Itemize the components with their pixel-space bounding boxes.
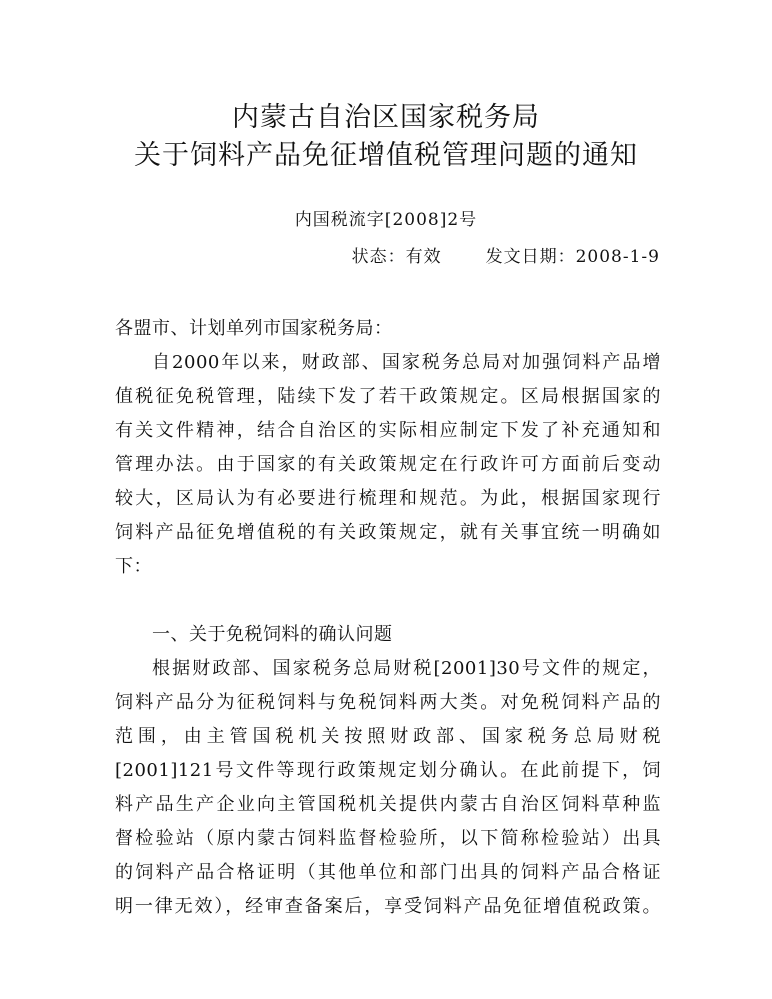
paragraph-line: 较大，区局认为有必要进行梳理和规范。为此，根据国家现行: [115, 488, 661, 509]
paragraph-line: 根据财政部、国家税务总局财税[2001]30号文件的规定，: [152, 658, 661, 679]
salutation: [115, 312, 661, 346]
paragraph-line: 饲料产品分为征税饲料与免税饲料两大类。对免税饲料产品的: [115, 692, 661, 713]
document-title-line-1: 内蒙古自治区国家税务局: [232, 102, 540, 133]
paragraph-line: 值税征免税管理，陆续下发了若干政策规定。区局根据国家的: [115, 386, 661, 407]
paragraph-line: 有关文件精神，结合自治区的实际相应制定下发了补充通知和: [115, 420, 661, 441]
paragraph-line: 管理办法。由于国家的有关政策规定在行政许可方面前后变动: [115, 454, 661, 475]
paragraph-line: 下：: [115, 556, 152, 577]
section-heading-text: 一、关于免税饲料的确认问题: [152, 624, 393, 645]
issue-date-label: 发文日期：2008-1-9: [485, 247, 660, 267]
paragraph-line: 自2000年以来，财政部、国家税务总局对加强饲料产品增: [152, 352, 661, 373]
paragraph-1: [115, 346, 661, 584]
paragraph-line: 明一律无效），经审查备案后，享受饲料产品免征增值税政策。: [115, 896, 661, 917]
paragraph-2: [115, 652, 661, 924]
paragraph-line: 督检验站（原内蒙古饲料监督检验所，以下简称检验站）出具: [115, 828, 661, 849]
status-label: 状态：有效: [351, 247, 442, 267]
salutation-text: 各盟市、计划单列市国家税务局：: [115, 318, 393, 339]
paragraph-line: 的饲料产品合格证明（其他单位和部门出具的饲料产品合格证: [115, 862, 661, 883]
document-title-line-2: 关于饲料产品免征增值税管理问题的通知: [134, 140, 638, 171]
paragraph-line: 饲料产品征免增值税的有关政策规定，就有关事宜统一明确如: [115, 522, 661, 543]
section-1-heading: [115, 618, 661, 652]
paragraph-line: [2001]121号文件等现行政策规定划分确认。在此前提下，饲: [115, 760, 661, 781]
document-number: 内国税流字[2008]2号: [294, 210, 478, 230]
paragraph-line: 料产品生产企业向主管国税机关提供内蒙古自治区饲料草种监: [115, 794, 661, 815]
paragraph-line: 范围，由主管国税机关按照财政部、国家税务总局财税: [115, 726, 661, 747]
status-date-line: [352, 242, 660, 267]
